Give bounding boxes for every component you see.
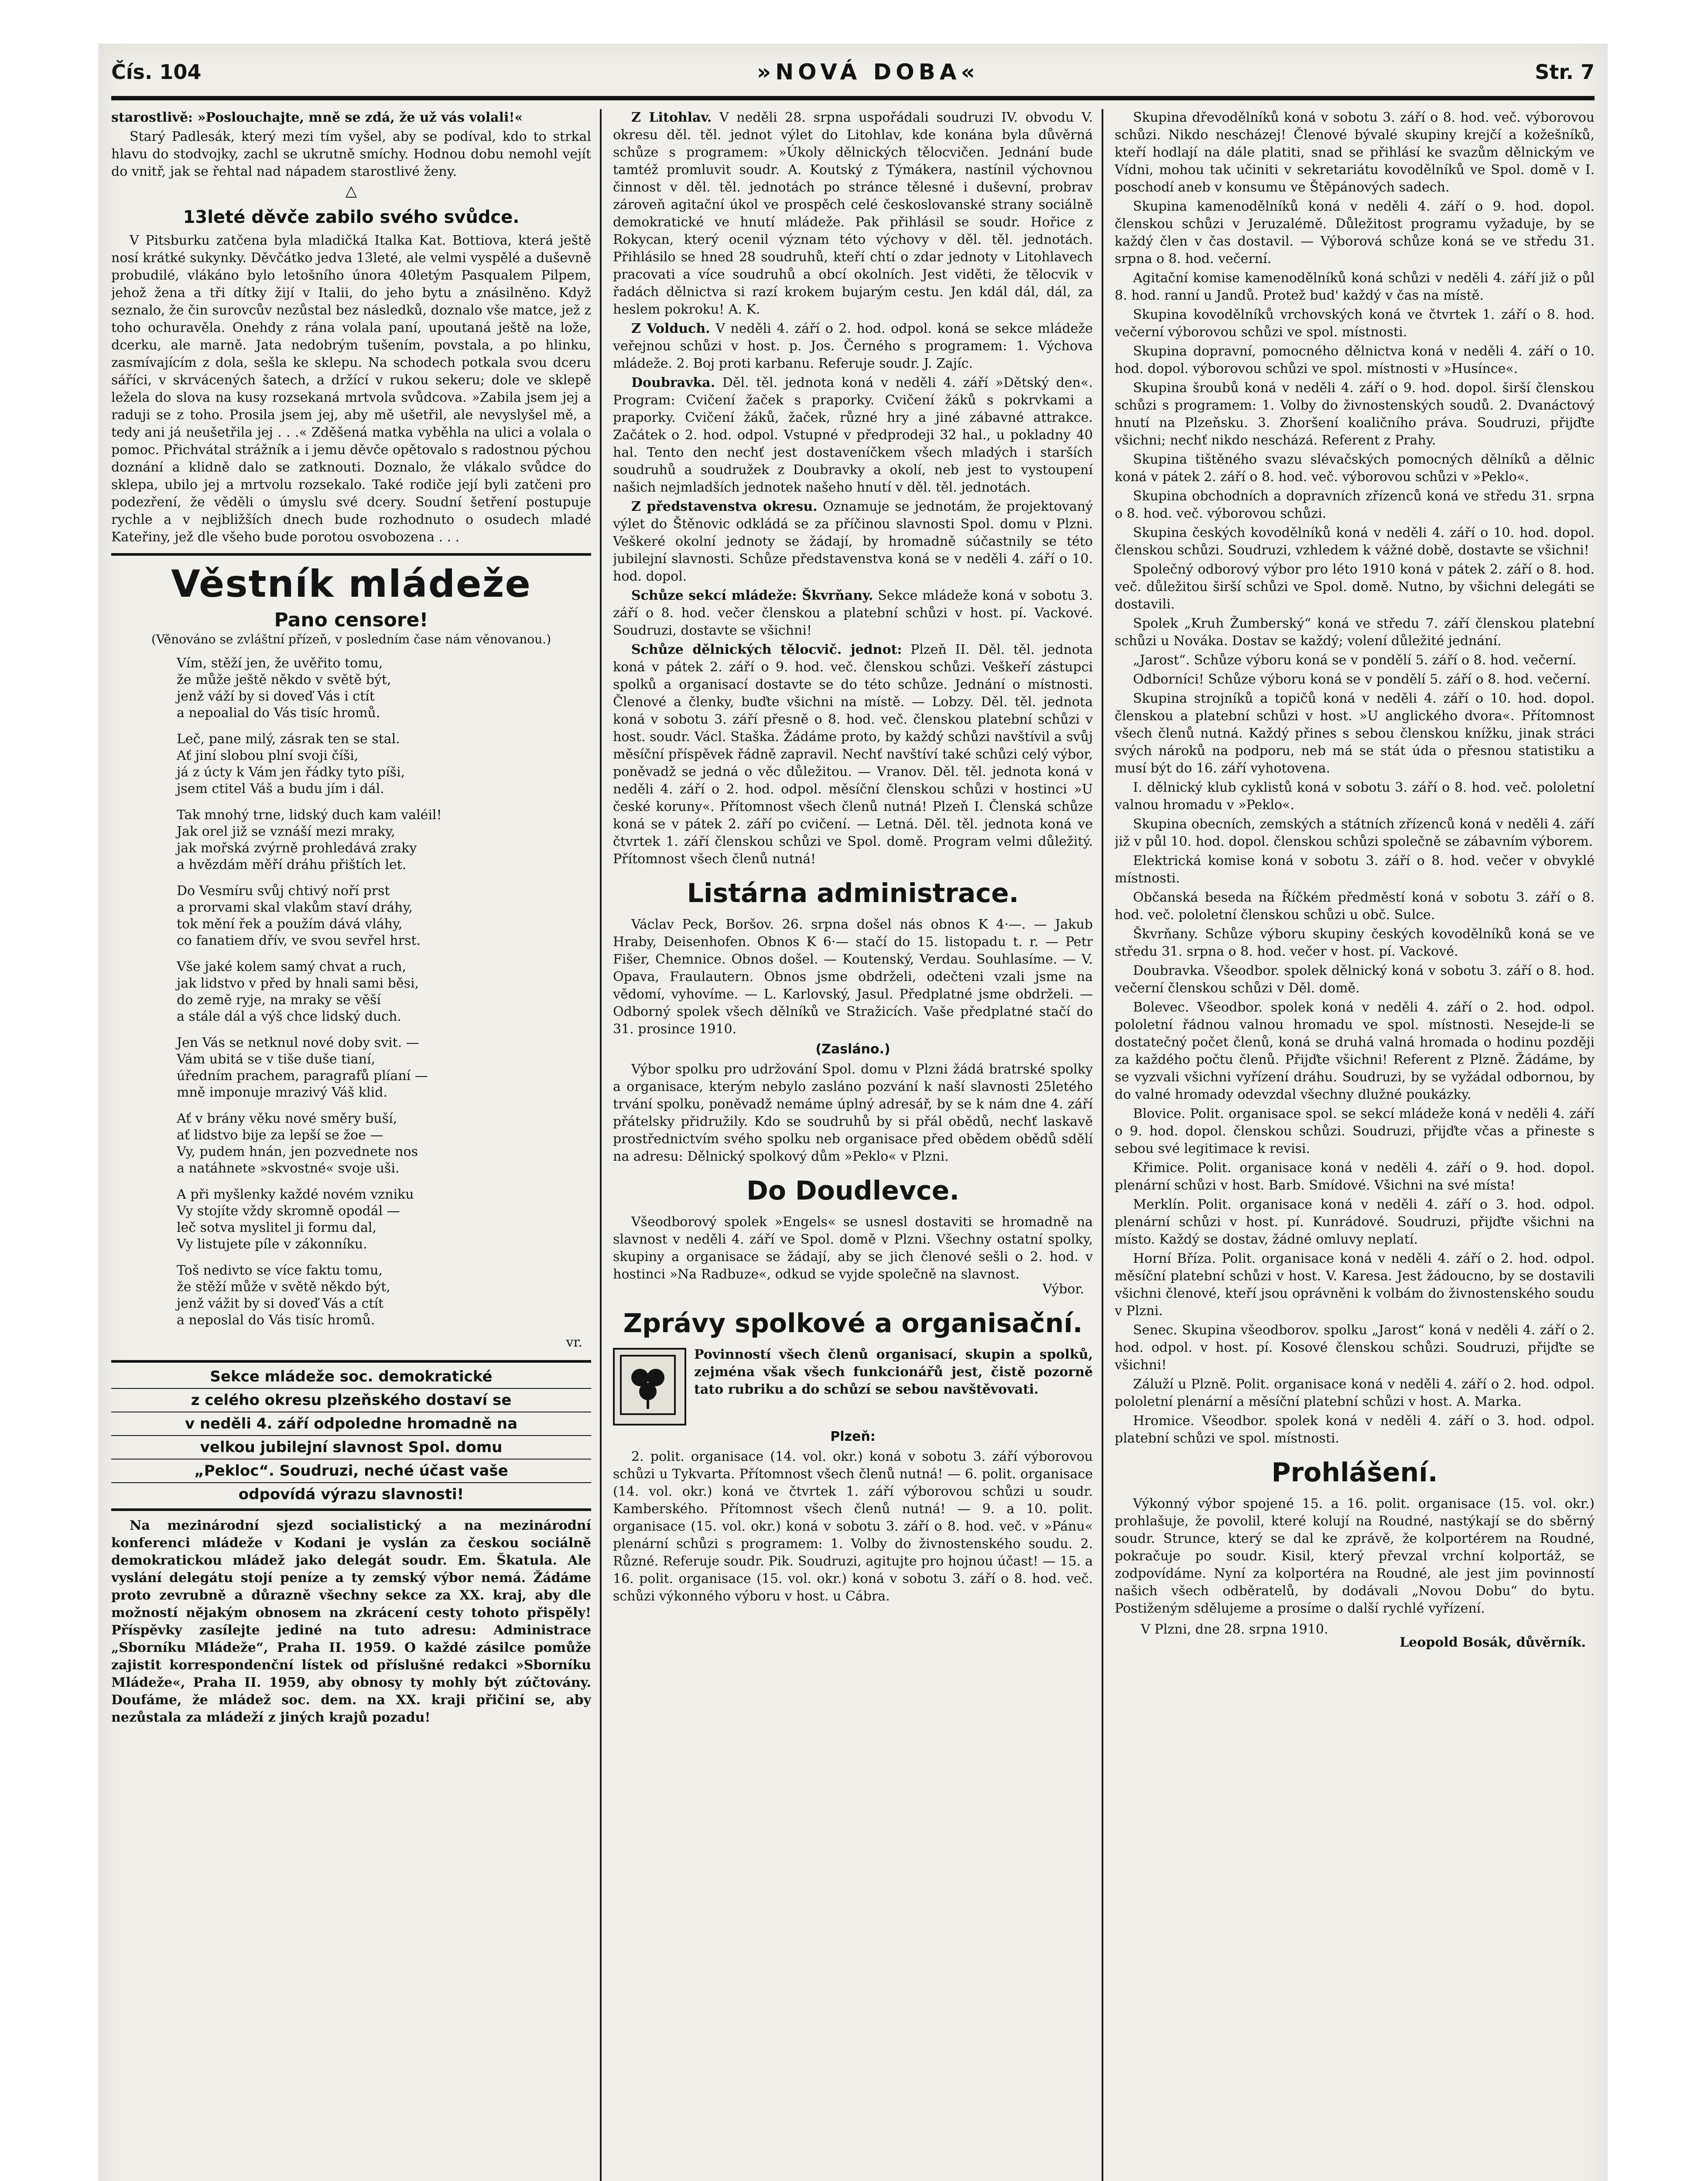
poem-stanza xyxy=(111,883,591,949)
poem-line: ať lidstvo bije za lepší se žoe — xyxy=(177,1128,383,1143)
notice-line: v neděli 4. září odpoledne hromadně na xyxy=(111,1412,591,1436)
issue-number: Čís. 104 xyxy=(111,60,202,84)
notice-item: Skupina kamenodělníků koná v neděli 4. září o 9. hod. dopol. členskou schůzi v Jeruzalémě. Důležitost programu vyžaduje, by se každý člen v čas dostavil. — Výborová schůze koná se ve středu 31. srpna o 8. hod. večerní. xyxy=(1115,199,1595,267)
prohlaseni-signature: Leopold Bosák, důvěrník. xyxy=(1400,1635,1586,1650)
poem-stanza xyxy=(111,959,591,1025)
poem-line: Vím, stěží jen, že uvěřito tomu, xyxy=(177,656,383,671)
section-banner-zpravy: Zprávy spolkové a organisační. xyxy=(623,1308,1083,1339)
notice-item: Křimice. Polit. organisace koná v neděli 4. září o 9. hod. dopol. plenární schůzi v host. Barb. Smídové. Všichni na své místa! xyxy=(1115,1160,1595,1193)
column-left xyxy=(111,109,591,2181)
notice-item: Horní Bříza. Polit. organisace koná v neděli 4. září o 2. hod. odpol. měsíční platební schůzi v host. V. Karesa. Jest žádoucno, by se dostavili všichni členové, kteří jsou oprávněni k volbám do živnostenského soudu v Plzni. xyxy=(1115,1251,1595,1319)
poem-dedication: (Věnováno se zvláštní přízeň, v posledním čase nám věnovanou.) xyxy=(151,632,551,646)
clover-emblem-icon xyxy=(613,1348,686,1426)
poem-line: Leč, pane milý, zásrak ten se stal. xyxy=(177,732,400,747)
column-right xyxy=(1115,109,1595,2181)
page-number: Str. 7 xyxy=(1535,60,1595,84)
article-headline: 13leté děvče zabilo svého svůdce. xyxy=(183,207,520,227)
poem-line: Tak mnohý trne, lidský duch kam valéil! xyxy=(177,807,442,823)
zaslano-paragraph: Výbor spolku pro udržování Spol. domu v Plzni žádá bratrské spolky a organisace, kterým nebylo zasláno pozvání k naší slavnosti 25letého trvání spolku, poněvadž nemáme úplný adresář, by se k nám dne 4. září přátelsky přidružily. Kdo se soudruhů by si přál obědů, nechť laskavě prostřednictvím svého spolku neb organisace před obědem obědů sdělí na adresu: Dělnický spolkový dům »Peklo« v Plzni. xyxy=(613,1062,1093,1164)
notice-item: Doubravka. Všeodbor. spolek dělnický koná v sobotu 3. září o 8. hod. večerní členskou schůzi v Děl. domě. xyxy=(1115,963,1595,996)
item-title: Z představenstva okresu. xyxy=(631,499,818,514)
poem-line: jenž váží by si doveď Vás i ctít xyxy=(177,689,375,704)
section-banner-doudlevce: Do Doudlevce. xyxy=(746,1176,960,1206)
poem-line: jak mořská zvýrně prohledává zraky xyxy=(177,841,417,856)
poem-stanza xyxy=(111,1186,591,1253)
notice-line: z celého okresu plzeňského dostaví se xyxy=(111,1389,591,1412)
city-heading: Plzeň: xyxy=(830,1429,876,1444)
admin-paragraph: Václav Peck, Boršov. 26. srpna došel nás obnos K 4·—. — Jakub Hraby, Deisenhofen. Obnos K 6·— stačí do 15. listopadu t. r. — Petr Fišer, Chemnice. Obnos došel. — Koutenský, Verdau. Souhlasíme. — V. Opava, Fraulautern. Obnos jsme obdrželi, odečteni vzali jsme na vědomí, vyhovíme. — L. Karlovský, Jasul. Předplatné jsme obdrželi. — Odborný spolek všech dělníků ve Stražicích. Vaše předplatné stačí do 31. prosince 1910. xyxy=(613,917,1093,1037)
poem-line: do země ryje, na mraky se věší xyxy=(177,992,381,1008)
notice-item: Spolek „Kruh Žumberský“ koná ve středu 7. září členskou platební schůzi u Nováka. Dostav se každý; volení důležité jednání. xyxy=(1115,616,1595,649)
notice-item: Hromice. Všeodbor. spolek koná v neděli 4. září o 3. hod. odpol. platební schůzi ve spol. místnosti. xyxy=(1115,1413,1595,1446)
congress-paragraph: Na mezinárodní sjezd socialistický a na mezinárodní konferenci mládeže v Kodani je vyslán za českou sociálně demokratickou mládež jako delegát soudr. Em. Škatula. Ale vyslání delegátu stojí peníze a ty zemský výbor nemá. Žádáme proto zevrubně a důrazně všechny sekce za XX. kraj, aby dle možností nějakým obnosem na zkrácení cesty tohoto přispěly! Příspěvky zasílejte jediné na tuto adresu: Administrace „Sborníku Mládeže“, Praha II. 1959. O každé zásilce pomůže zajistit korrespondenční lístek od příslušné redakci »Sborníku Mládeže«, Praha II. 1959, aby obnosy ty mohly být zúčtovány. Doufáme, že mládež soc. dem. na XX. kraji přičiní se, aby nezůstala za mládeží z jiných krajů pozadu! xyxy=(111,1518,591,1725)
item-title: Schůze sekcí mládeže: Škvrňany. xyxy=(631,588,873,603)
poem-line: a nepoalial do Vás tisíc hromů. xyxy=(177,705,380,721)
notice-item: Odborníci! Schůze výboru koná se v pondělí 5. září o 8. hod. večerní. xyxy=(1133,672,1591,687)
poem-line: A při myšlenky každé novém vzniku xyxy=(177,1187,414,1202)
poem-line: že může ještě někdo v světě být, xyxy=(177,672,391,687)
item-body: V neděli 4. září o 2. hod. odpol. koná se sekce mládeže veřejnou schůzi v host. p. Jos. Černého s programem: 1. Výchova mládeže. 2. Boj proti karbanu. Referuje soudr. J. Zajíc. xyxy=(613,321,1093,371)
item-body: Sekce mládeže koná v sobotu 3. září o 8. hod. večer členskou a platební schůzi v host. pí. Vackové. Soudruzi, dostavte se všichni! xyxy=(613,588,1093,638)
column-rule xyxy=(1102,109,1103,2181)
poem-line: mně imponuje mrazivý Váš klid. xyxy=(177,1085,387,1100)
item-body: Děl. těl. jednota koná v neděli 4. září »Dětský den«. Program: Cvičení žaček s praporky. Cvičení žáků s pokrvkami a praporky. Cvičení žáků, žaček, různé hry a jiné zábavné attrakce. Začátek o 2. hod. odpol. Vstupné v předprodeji 32 hal., u pokladny 40 hal. Tento den nechť jest dostaveníčkem všech mladých i starších soudruhů a soudružek z Doubravky a okolí, neb jest to vystoupení našich nejmladších jednotek našeho hnutí v děl. těl. jednotách. xyxy=(613,375,1093,495)
poem-line: Jak orel již se vznáší mezi mraky, xyxy=(177,824,395,839)
notice-item: Skupina kovodělníků vrchovských koná ve čtvrtek 1. září o 8. hod. večerní výborovou schůzi ve spol. místnosti. xyxy=(1115,307,1595,340)
doudlevce-paragraph: Všeodborový spolek »Engels« se usnesl dostaviti se hromadně na slavnost v neděli 4. září ve Spol. domě v Plzni. Všechny ostatní spolky, skupiny a organisace se žádají, aby se jich členové sešli o 2. hod. v hostinci »Na Radbuze«, odkud se vyjde společně na slavnost. xyxy=(613,1214,1093,1282)
column-rule xyxy=(600,109,602,2181)
column-middle xyxy=(613,109,1093,2181)
notice-item: Skupina šroubů koná v neděli 4. září o 9. hod. dopol. širší členskou schůzi s programem: 1. Volby do živnostenských soudů. 2. Dvanáctový hnutí na Plzeňsku. 3. Zhoršení koaličního práva. Soudruzi, přijďte všichni; nechť nikdo nescházá. Referent z Prahy. xyxy=(1115,380,1595,448)
dateline: V Plzni, dne 28. srpna 1910. xyxy=(1141,1622,1328,1637)
notice-item: Blovice. Polit. organisace spol. se sekcí mládeže koná v neděli 4. září o 9. hod. dopol. členskou schůzi. Soudruzi, přijďte včas a přineste s sebou své legitimace k revisi. xyxy=(1115,1106,1595,1156)
poem-signature: vr. xyxy=(566,1335,582,1350)
poem-stanza xyxy=(111,807,591,873)
poem-line: Vy listujete píle v zákonníku. xyxy=(177,1237,367,1252)
poem-line: Vám ubitá se v tiše duše tianí, xyxy=(177,1052,376,1067)
story-paragraph: Starý Padlesák, který mezi tím vyšel, aby se podíval, kdo to strkal hlavu do stodvojky, zachl se ukrutně smíchy. Hodnou dobu nemohl vejít do vnitř, jak se řehtal nad nápadem starostlivé ženy. xyxy=(111,129,591,179)
zaslano-heading: (Zasláno.) xyxy=(815,1042,890,1057)
poem-line: jsem ctitel Váš a budu jím i dál. xyxy=(177,781,384,797)
poem-stanza xyxy=(111,1035,591,1101)
section-divider: △ xyxy=(345,182,357,200)
poem-line: Ať jiní slobou plní svoji číši, xyxy=(177,748,359,763)
poem-line: že stěží může v světě někdo být, xyxy=(177,1279,390,1295)
notice-line: Sekce mládeže soc. demokratické xyxy=(111,1365,591,1389)
poem-line: co fanatiem dřív, ve svou sevřel hrst. xyxy=(177,933,421,948)
poem-line: a prorvami skal vlakům staví dráhy, xyxy=(177,900,413,915)
poem-line: Do Vesmíru svůj chtivý noří prst xyxy=(177,883,390,899)
page-header xyxy=(111,48,1595,100)
poem-stanza xyxy=(111,1111,591,1177)
notice-item: Bolevec. Všeodbor. spolek koná v neděli 4. září o 2. hod. odpol. pololetní řádnou valnou hromadu ve spol. místnosti. Nesejde-li se dostatečný počet členů, koná se druhá valná hromada o hodinu později za každého počtu členů. Přijďte všichni! Referent z Plzně. Žádáme, by se vyzvali všichni vyřízení dráhu. Soudruzi, by se vyžádal odbornou, by do valné hromady odevzdal všechny dlužné poukázky. xyxy=(1115,1000,1595,1102)
notice-item: Skupina českých kovodělníků koná v neděli 4. září o 10. hod. dopol. členskou schůzi. Soudruzi, vzhledem k vážné době, dostavte se všichni! xyxy=(1115,525,1595,558)
notice-item: Občanská beseda na Říčkém předměstí koná v sobotu 3. září o 8. hod. več. pololetní členskou schůzi u obč. Sulce. xyxy=(1115,890,1595,923)
poem-line: leč sotva myslitel ji formu dal, xyxy=(177,1220,377,1235)
notice-item: Agitační komise kamenodělníků koná schůzi v neděli 4. září již o půl 8. hod. ranní u Jandů. Protež bud' každý v čas na místě. xyxy=(1115,270,1595,303)
poem-title: Pano censore! xyxy=(274,609,428,631)
poem-line: Ať v brány věku nové směry buší, xyxy=(177,1111,397,1126)
poem-stanza xyxy=(111,731,591,797)
notice-line: „Pekloc“. Soudruzi, neché účast vaše xyxy=(111,1460,591,1483)
item-body: Plzeň II. Děl. těl. jednota koná v pátek 2. září o 9. hod. več. členskou schůzi. Veškeří zástupci spolků a organisací dostavte se do této schůze. Jednání o místnosti. Členové a členky, buďte všichni na místě. — Lobzy. Děl. těl. jednota koná v sobotu 3. září přesně o 8. hod. več. členskou platební schůzi v host. soudr. Václ. Staška. Žádáme proto, by každý schůzi navštívil a svůj měsíční příspěvek řádně zapravil. Nechť navštíví také schůzi celý výbor, poněvadž se jedná o věc důležitou. — Vranov. Děl. těl. jednota koná v neděli 4. září o 2. hod. odpol. měsíční členskou schůzi v hostinci »U české koruny«. Přítomnost všech členů nutná! Plzeň I. Členská schůze koná se v pátek 2. září po cvičení. — Letná. Děl. těl. jednota koná ve čtvrtek 1. září členskou schůzi ve Spol. domě. Program velmi důležitý. Přítomnost všech členů nutná! xyxy=(613,642,1093,867)
poem-line: jak lidstvo v před by hnali sami běsi, xyxy=(177,976,419,991)
poem-line: úředním prachem, paragrafů plíaní — xyxy=(177,1068,428,1084)
poem-line: a stále dál a výš chce lidský duch. xyxy=(177,1009,401,1024)
poem-line: a neposlal do Vás tisíc hromů. xyxy=(177,1313,375,1328)
notice-item: Skupina obecních, zemských a státních zřízenců koná v neděli 4. září již v půl 10. hod. dopol. členskou schůzi společně se zábavním výborem. xyxy=(1115,817,1595,849)
item-title: Z Volduch. xyxy=(631,321,710,336)
poem-line: tok mění řek a použím dává vláhy, xyxy=(177,916,403,932)
poem-line: jenž vážit by si doveď Vás a ctít xyxy=(177,1296,384,1311)
zpravy-lead: Povinností všech členů organisací, skupin a spolků, zejména však všech funkcionářů jest, čistě pozorně tato rubriku a do schůzí se sebou navštěvovati. xyxy=(694,1347,1093,1397)
prohlaseni-paragraph: Výkonný výbor spojené 15. a 16. polit. organisace (15. vol. okr.) prohlašuje, že povolil, které kolují na Roudné, nastýkají se do sběrný soudr. Strunce, který se dal ke zprávě, že kolportérem na Roudné, pokračuje po soudr. Kisil, který převzal vrchní kolportáž, se zodpovídáme. Nyní za kolportéra na Roudné, ale jest jim povinností našich všech odběratelů, by dodávali „Novou Dobu“ do bytu. Postiženým sdělujeme a prosíme o další rychlé vyřízení. xyxy=(1115,1496,1595,1616)
notice-item: Merklín. Polit. organisace koná v neděli 4. září o 3. hod. odpol. plenární schůzi v host. pí. Kunrádové. Soudruzi, přijďte všichni na místo. Každý se dostav, žádné omluvy neplatí. xyxy=(1115,1197,1595,1247)
poem-line: Jen Vás se netknul nové doby svit. — xyxy=(177,1035,419,1050)
doudlevce-signature: Výbor. xyxy=(1042,1282,1084,1297)
section-banner-prohlaseni: Prohlášení. xyxy=(1271,1457,1438,1488)
notice-item: Skupina obchodních a dopravních zřízenců koná ve středu 31. srpna o 8. hod. več. výborovou schůzi. xyxy=(1115,489,1595,521)
notice-item: Elektrická komise koná v sobotu 3. září o 8. hod. večer v obvyklé místnosti. xyxy=(1115,853,1595,886)
poem-line: Vy, pudem hnán, jen pozvednete nos xyxy=(177,1144,418,1159)
item-title: Schůze dělnických tělocvič. jednot: xyxy=(631,642,902,657)
poem-line: Vše jaké kolem samý chvat a ruch, xyxy=(177,959,407,974)
masthead: »NOVÁ DOBA« xyxy=(756,59,979,85)
notice-item: Skupina strojníků a topičů koná v neděli 4. září o 10. hod. dopol. členskou a platební schůzi v host. »U anglického dvora«. Přítomnost všech členů nutná. Každý přines s sebou členskou knížku, jinak stráci svých nároků na podporu, neb má se stát úda o přesnou statistiku a musí být do 16. září vyhotovena. xyxy=(1115,691,1595,776)
notice-item: Skupina dřevodělníků koná v sobotu 3. září o 8. hod. več. výborovou schůzi. Nikdo nescházej! Členové bývalé skupiny krejčí a kožešníků, kteří hodlají na dále platiti, snad se přihlásí ke svazům dělnickým ve Vídni, mohou tak učiniti v sekretariátu kovodělníků ve Spol. domě v I. poschodí aneb v konsumu ve Štěpánových sadech. xyxy=(1115,110,1595,195)
poem-stanza xyxy=(111,655,591,721)
item-title: Z Litohlav. xyxy=(631,110,712,125)
item-title: Doubravka. xyxy=(631,375,715,390)
notice-item: I. dělnický klub cyklistů koná v sobotu 3. září o 8. hod. več. pololetní valnou hromadu v »Peklo«. xyxy=(1115,780,1595,813)
notice-line: velkou jubilejní slavnost Spol. domu xyxy=(111,1436,591,1460)
item-body: Oznamuje se jednotám, že projektovaný výlet do Štěnovic odkládá se za příčinou slavnosti Spol. domu v Plzni. Veškeré okolní jednoty se žádají, by hromadně súčastnily se této jubilejní slavnosti. Schůze představenstva koná se v neděli 4. září o 10. hod. dopol. xyxy=(613,499,1093,584)
notice-item: Záluží u Plzně. Polit. organisace koná v neděli 4. září o 2. hod. odpol. pololetní plenární a měsíční platební schůzi v host. A. Marka. xyxy=(1115,1377,1595,1409)
poem-line: a natáhnete »skvostné« svoje uši. xyxy=(177,1161,400,1176)
section-banner-youth: Věstník mládeže xyxy=(111,553,591,608)
poem-line: a hvězdám měří dráhu přištích let. xyxy=(177,857,407,872)
newspaper-page xyxy=(98,44,1608,2181)
notice-item: Senec. Skupina všeodborov. spolku „Jarost“ koná v neděli 4. září o 2. hod. odpol. v host. pí. Kosové členskou schůzi. Soudruzi, přijďte se všichni! xyxy=(1115,1323,1595,1373)
poem-line: Vy stojíte vždy skromně opodál — xyxy=(177,1203,400,1219)
poem-line: Toš nedivto se více faktu tomu, xyxy=(177,1263,383,1278)
article-body: V Pitsburku zatčena byla mladičká Italka Kat. Bottiova, která ještě nosí krátké sukynky. Děvčátko jedva 13leté, ale velmi vyspělé a duševně probudilé, vlákáno bylo letošního února 40letým Pasqualem Pilpem, jehož žena a tři dítky žijí v Italii, do jeho bytu a znásilněno. Když seznalo, že čin surovcův nezůstal bez následků, doznalo vše matce, jež z toho ochuravěla. Onehdy z rána volala paní, upoutaná ještě na lože, dcerku, ale marně. Jata nedobrým tušením, povstala, a po hlinku, zasmívajícím z dola, sešla ke sklepu. Na schodech potkala svou dceru sáříci, v skrvácených šatech, a držící v rukou sekeru; dole ve sklepě ležela do slova na kusy rozsekaná mrtvola svůdcova. »Zabila jsem jej a raduji se z toho. Prosila jsem jej, aby mě ušetřil, ale nevyslyšel mě, a tedy ani já neušetřila jej . . .« Zděšená matka vyběhla na ulici a volala o pomoc. Přichvátal strážník a i jemu děvče opětovalo s radostnou pýchou doznání a klidně dalo se zatknouti. Doznalo, že vlákalo svůdce do sklepa, ubilo jej a mrtvolu rozsekalo. Také rodiče její byli zatčeni pro podezření, že věděli o úmyslu své dcery. Soudní šetření postupuje rychle a v nejbližších dnech bude rozhodnuto o osudech mladé Kateřiny, jež dle všeho bude porotou osvobozena . . . xyxy=(111,233,591,545)
plzen-paragraph: 2. polit. organisace (14. vol. okr.) koná v sobotu 3. září výborovou schůzi u Tykvarta. Přítomnost všech členů nutná! — 6. polit. organisace (14. vol. okr.) koná ve čtvrtek 1. září výborovou schůzi u soudr. Kamberského. Přítomnost všech členů nutná! — 9. a 10. polit. organisace (15. vol. okr.) koná v sobotu 3. září o 8. hod. več. v »Pánu« plenární schůzi s programem: 1. Volby do živnostenského soudu. 2. Různé. Referuje soudr. Pik. Soudruzi, agitujte pro hojnou účast! — 15. a 16. polit. organisace (15. vol. okr.) koná v sobotu 3. září o 8. hod. več. schůzi výkonného výboru v host. u Cábra. xyxy=(613,1449,1093,1604)
notice-item: Skupina tištěného svazu slévačských pomocných dělníků a dělnic koná v pátek 2. září o 8. hod. več. výborovou schůzi v »Peklo«. xyxy=(1115,452,1595,485)
section-banner-admin: Listárna administrace. xyxy=(687,878,1019,909)
item-body: V neděli 28. srpna uspořádali soudruzi IV. obvodu V. okresu děl. těl. jednot výlet do Litohlav, kde konána byla důvěrná schůze s programem: »Úkoly dělnických tělocvičen. Jednání bude tamtéž promluvit soudr. A. Koutský z Týmákera, nastínil výchovnou činnost v děl. těl. jednotách po stránce tělesné i duševní, probrav zároveň agitační úkol ve prospěch celé českoslovanské strany sociálně demokratické ve hnutí mládeže. Pak přihlásil se soudr. Hořice z Rokycan, který ocenil význam této výchovy v děl. těl. jednotách. Přihlásilo se hned 28 soudruhů, kteří chtí o zdar jednoty v Litohlavech pracovati a více soudruhů a obcí okolních. Jest viděti, že tělocvik v řadách dělnictva si razí krokem bujarým cestu. Jen kdál dál, dál, za heslem pokroku! A. K. xyxy=(613,110,1093,317)
poem-stanza xyxy=(111,1262,591,1329)
notice-item: Skupina dopravní, pomocného dělnictva koná v neděli 4. září o 10. hod. dopol. výborovou schůzi ve spol. místnosti v »Husínce«. xyxy=(1115,344,1595,376)
notice-line: odpovídá výrazu slavnosti! xyxy=(238,1486,464,1503)
notice-item: „Jarost“. Schůze výboru koná se v pondělí 5. září o 8. hod. večerní. xyxy=(1133,653,1577,668)
story-continuation: starostlivě: »Poslouchajte, mně se zdá, že už vás volali!« xyxy=(111,110,523,125)
youth-notice-box xyxy=(111,1360,591,1511)
notice-item: Škvrňany. Schůze výboru skupiny českých kovodělníků koná se ve středu 31. srpna o 8. hod. večer v host. pí. Vackové. xyxy=(1115,926,1595,959)
poem-line: já z úcty k Vám jen řádky tyto píši, xyxy=(177,765,405,780)
notice-item: Společný odborový výbor pro léto 1910 koná v pátek 2. září o 8. hod. več. důležitou širší schůzi ve Spol. domě. Nutno, by všichni delegáti se dostavili. xyxy=(1115,562,1595,612)
